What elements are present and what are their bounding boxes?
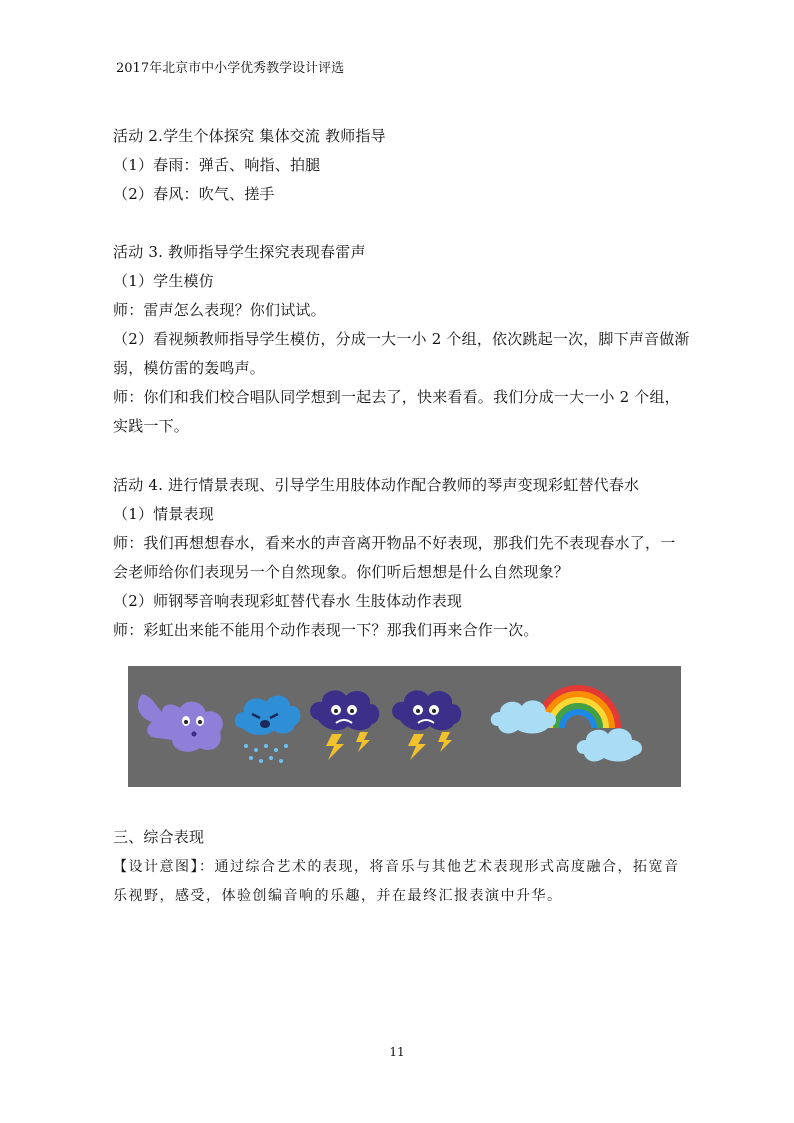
activity2-item1: （1）春雨：弹舌、响指、拍腿 <box>113 156 321 174</box>
activity4-item1: （1）情景表现 <box>113 505 214 523</box>
activity3-teacher1: 师：雷声怎么表现？你们试试。 <box>113 301 326 319</box>
activity4-teacher1-line1: 师：我们再想想春水，看来水的声音离开物品不好表现，那我们先不表现春水了，一 <box>113 534 676 552</box>
activity2-item2: （2）春风：吹气、搓手 <box>113 185 275 203</box>
activity3-teacher2-line1: 师：你们和我们校合唱队同学想到一起去了，快来看看。我们分成一大一小 2 个组， <box>113 388 680 406</box>
activity3-item2-line2: 弱，模仿雷的轰鸣声。 <box>113 359 266 377</box>
activity3-teacher2-line2: 实践一下。 <box>113 417 190 435</box>
rainbow-icon <box>491 688 642 762</box>
page-number: 11 <box>389 1045 405 1059</box>
activity2-heading: 活动 2.学生个体探究 集体交流 教师指导 <box>113 127 386 145</box>
weather-illustration <box>128 666 681 787</box>
page-header: 2017年北京市中小学优秀教学设计评选 <box>116 61 345 76</box>
section3-heading: 三、综合表现 <box>113 828 205 846</box>
activity3-item2-line1: （2）看视频教师指导学生模仿，分成一大一小 2 个组，依次跳起一次，脚下声音做渐 <box>113 330 690 348</box>
activity3-item1: （1）学生模仿 <box>113 272 214 290</box>
section3-intent-line2: 乐视野，感受，体验创编音响的乐趣，并在最终汇报表演中升华。 <box>113 888 563 904</box>
thunder-cloud-icon <box>392 690 461 760</box>
rain-cloud-icon <box>235 696 301 763</box>
activity4-teacher2: 师：彩虹出来能不能用个动作表现一下？那我们再来合作一次。 <box>113 621 539 639</box>
activity3-heading: 活动 3. 教师指导学生探究表现春雷声 <box>113 243 366 261</box>
wind-cloud-icon <box>138 694 223 752</box>
activity4-heading: 活动 4. 进行情景表现、引导学生用肢体动作配合教师的琴声变现彩虹替代春水 <box>113 476 640 494</box>
activity4-teacher1-line2: 会老师给你们表现另一个自然现象。你们听后想想是什么自然现象？ <box>113 563 570 581</box>
section3-intent-line1: 【设计意图】：通过综合艺术的表现，将音乐与其他艺术表现形式高度融合，拓宽音 <box>113 859 680 875</box>
activity4-item2: （2）师钢琴音响表现彩虹替代春水 生肢体动作表现 <box>113 592 463 610</box>
thunder-cloud-icon <box>310 690 379 760</box>
